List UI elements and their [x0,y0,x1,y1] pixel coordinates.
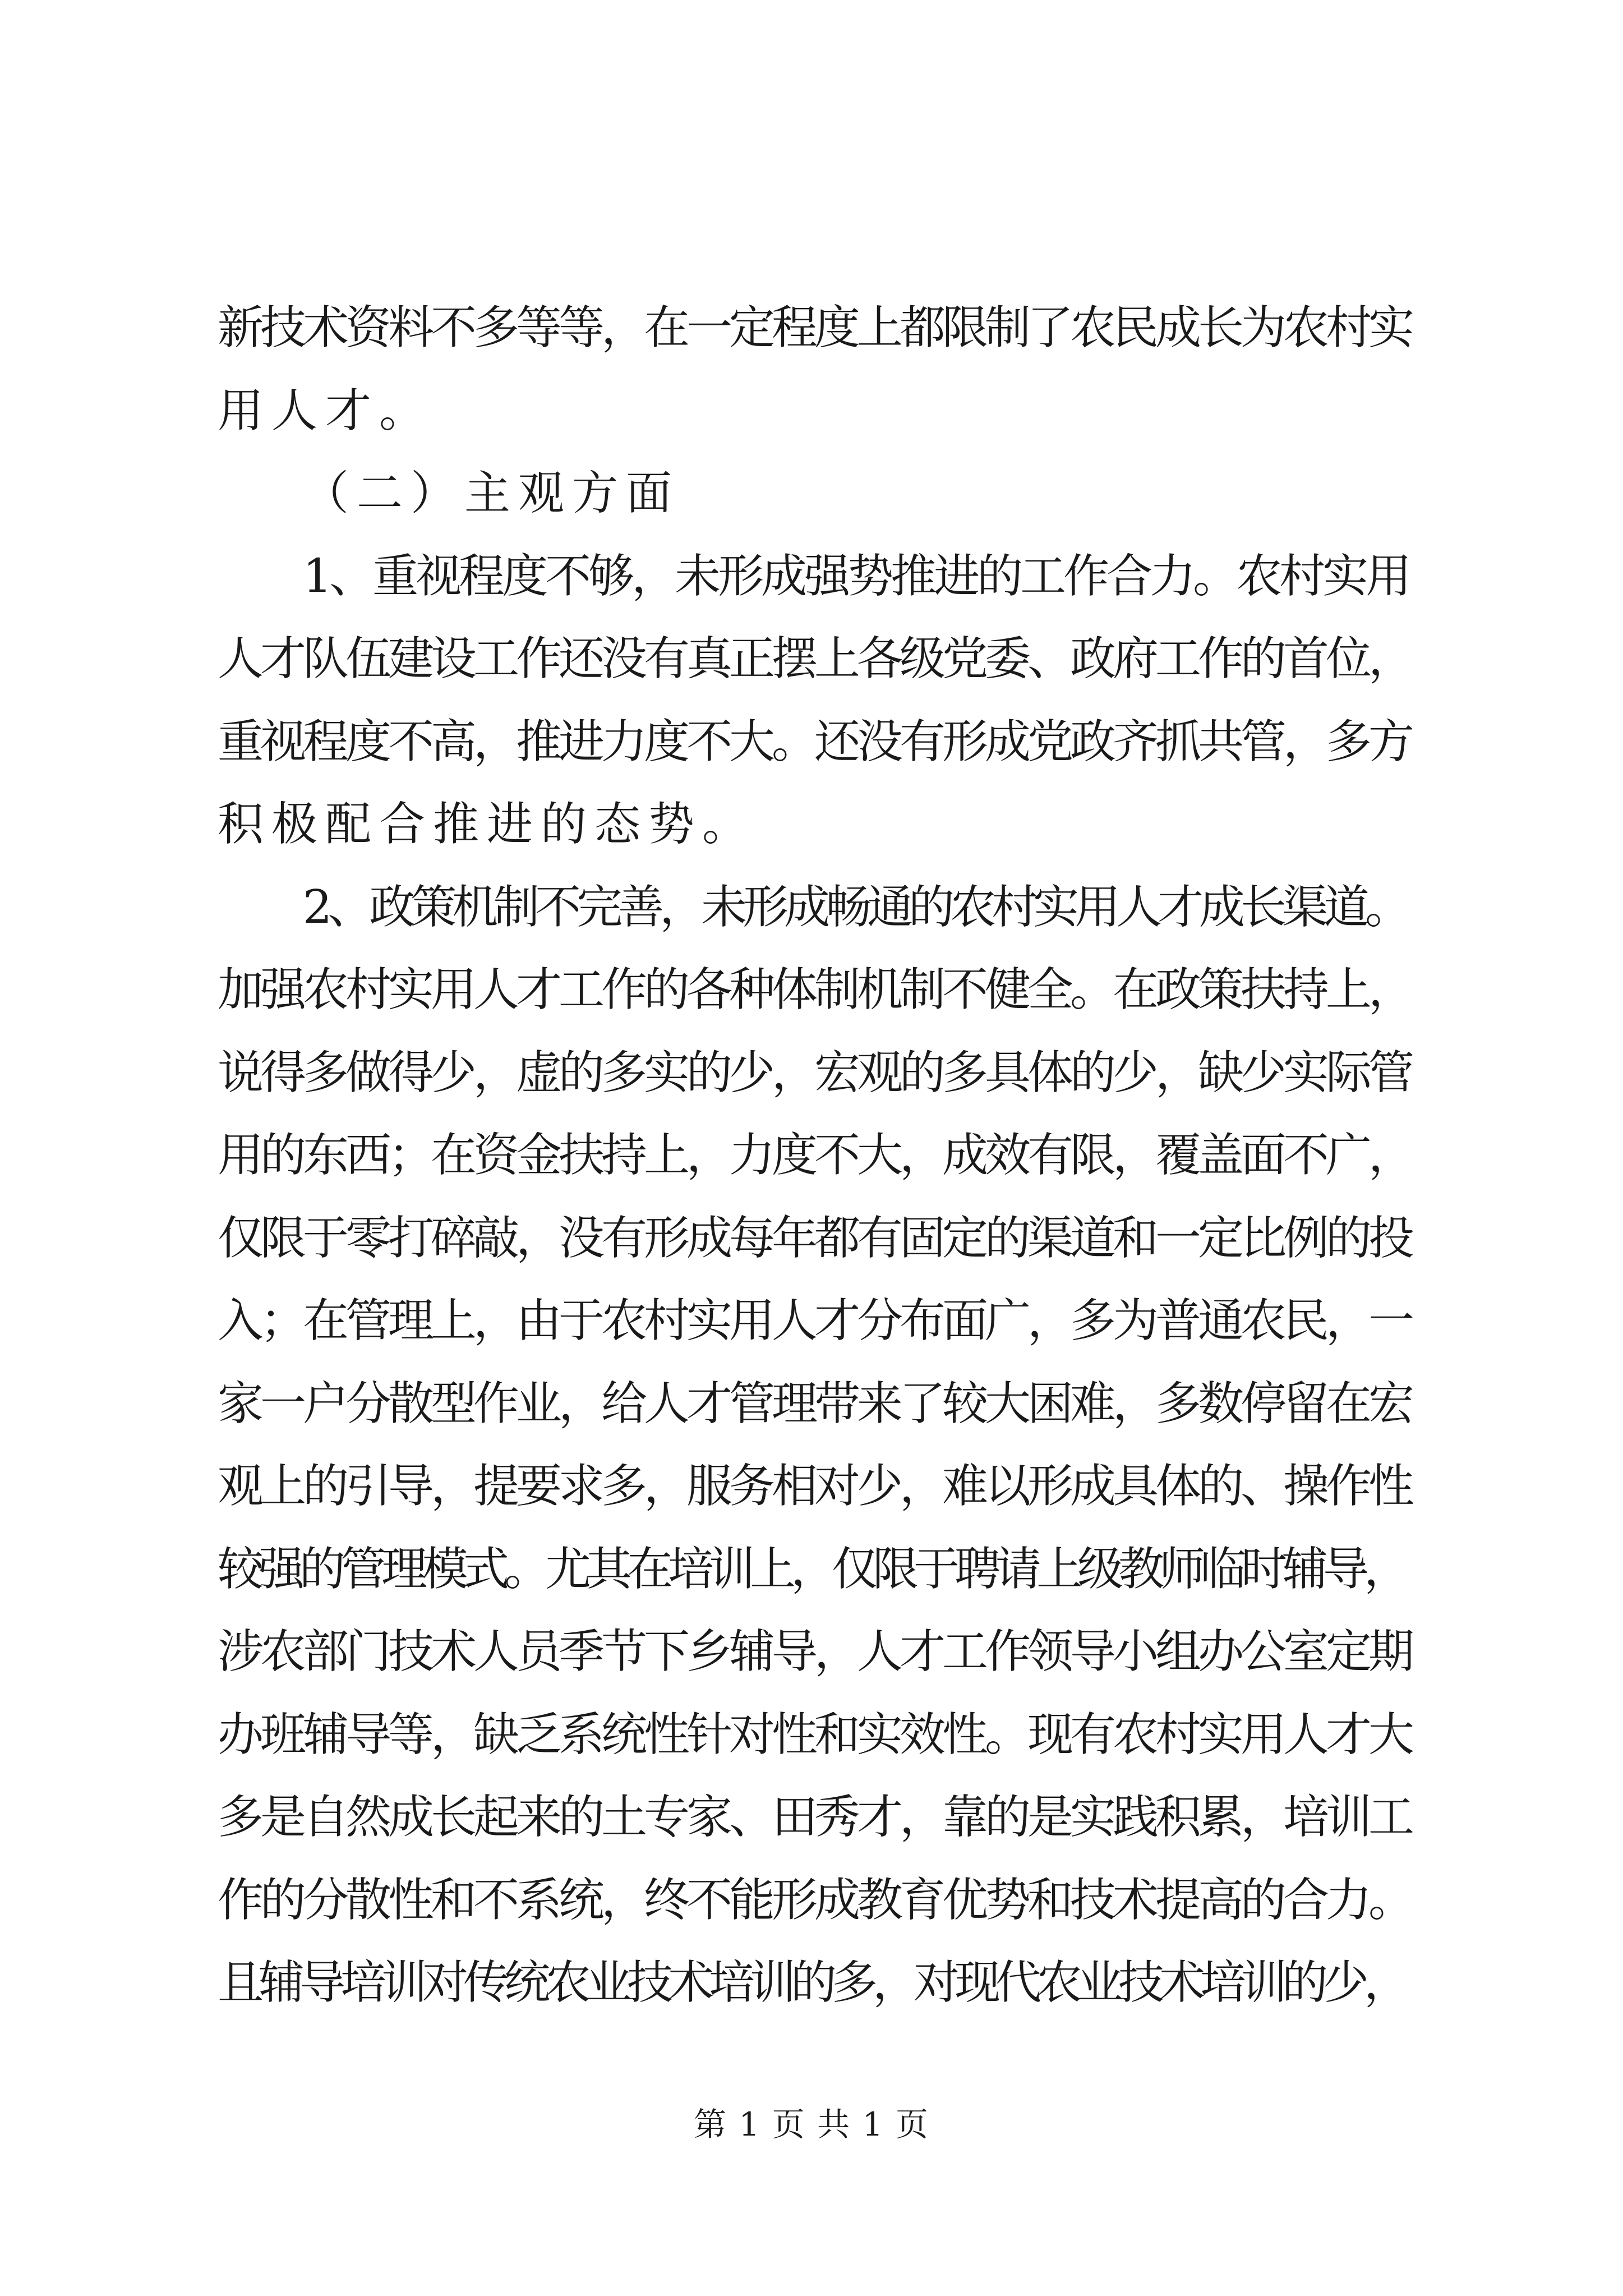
body-line: 1、重视程度不够，未形成强势推进的工作合力。农村实用 [303,550,1409,603]
body-line: 较强的管理模式。尤其在培训上，仅限于聘请上级教师临时辅导， [218,1543,1405,1596]
body-line: 入；在管理上，由于农村实用人才分布面广，多为普通农民，一 [218,1294,1412,1347]
body-line: 用的东西；在资金扶持上，力度不大，成效有限，覆盖面不广， [218,1129,1412,1182]
body-line: 多是自然成长起来的土专家、田秀才，靠的是实践积累，培训工 [218,1791,1412,1844]
page-number-footer: 第 1 页 共 1 页 [694,2105,929,2143]
body-line: 涉农部门技术人员季节下乡辅导，人才工作领导小组办公室定期 [218,1625,1412,1678]
body-line: 重视程度不高，推进力度不大。还没有形成党政齐抓共管，多方 [218,715,1412,769]
body-line: 观上的引导，提要求多，服务相对少，难以形成具体的、操作性 [218,1460,1412,1513]
body-line: 作的分散性和不系统，终不能形成教育优势和技术提高的合力。 [218,1874,1412,1927]
body-line: 说得多做得少，虚的多实的少，宏观的多具体的少，缺少实际管 [218,1046,1412,1099]
body-line: 仅限于零打碎敲，没有形成每年都有固定的渠道和一定比例的投 [218,1212,1412,1265]
body-line: 办班辅导等，缺乏系统性针对性和实效性。现有农村实用人才大 [218,1708,1412,1761]
body-line: 且辅导培训对传统农业技术培训的多，对现代农业技术培训的少， [218,1956,1405,2009]
body-line: 家一户分散型作业，给人才管理带来了较大困难，多数停留在宏 [218,1377,1412,1430]
body-line: 积极配合推进的态势。 [218,798,757,851]
body-line: 人才队伍建设工作还没有真正摆上各级党委、政府工作的首位， [218,632,1412,685]
body-line: 2、政策机制不完善，未形成畅通的农村实用人才成长渠道。 [303,881,1407,934]
body-line: 新技术资料不多等等，在一定程度上都限制了农民成长为农村实 [218,301,1412,355]
body-line: 用人才。 [218,384,434,438]
body-line: 加强农村实用人才工作的各种体制机制不健全。在政策扶持上， [218,963,1412,1016]
section-heading: （二）主观方面 [303,467,680,520]
